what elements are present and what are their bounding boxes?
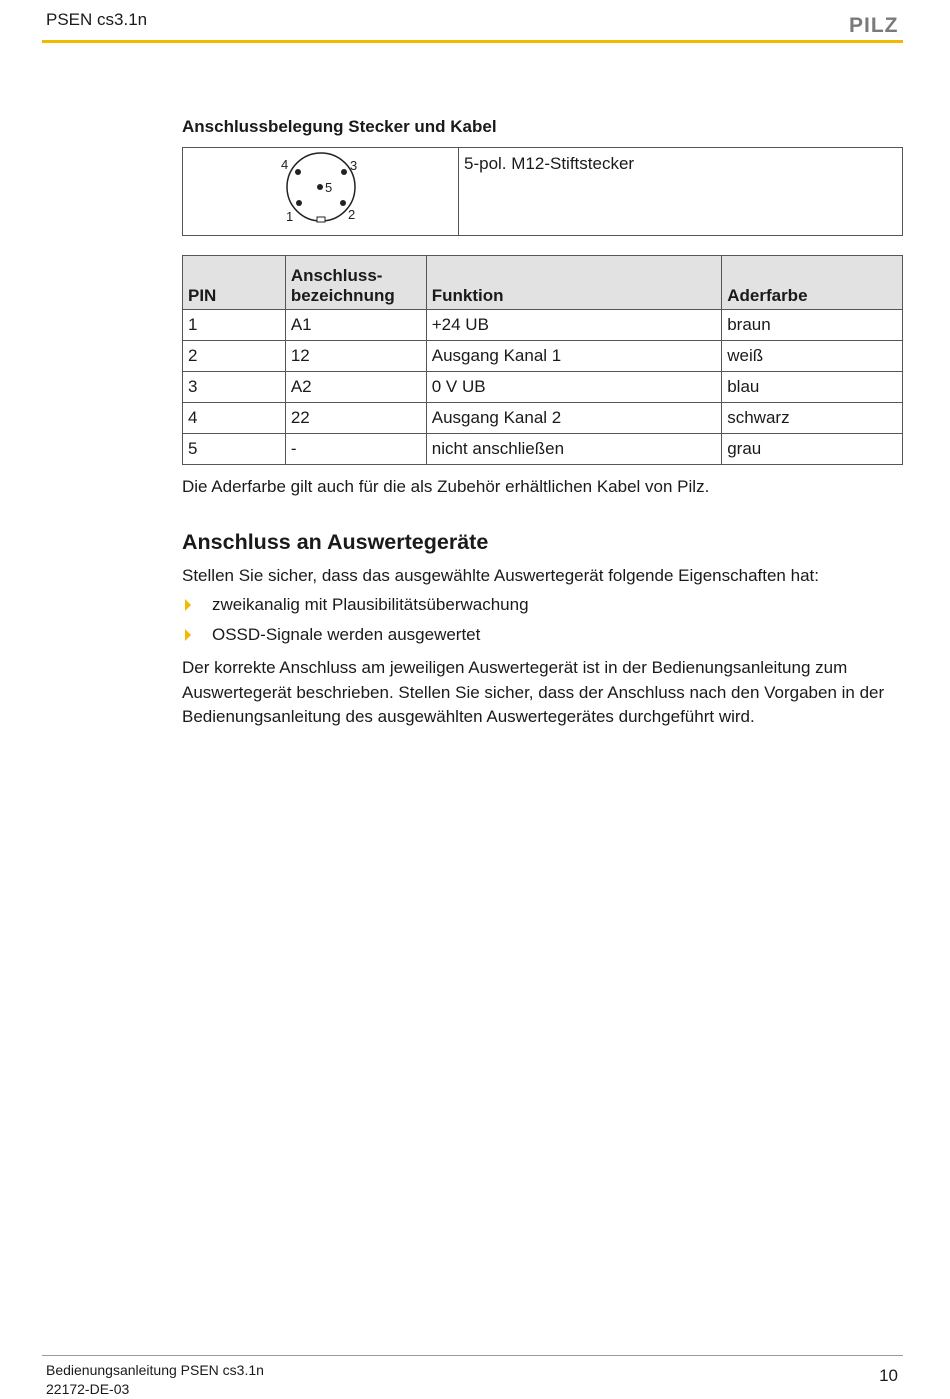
cell-function: 0 V UB: [426, 372, 721, 403]
section-subtitle: Anschlussbelegung Stecker und Kabel: [182, 117, 497, 136]
footer-doc-title: Bedienungsanleitung PSEN cs3.1n: [46, 1362, 264, 1378]
table-row: [183, 341, 903, 372]
pin-label-1: 1: [286, 209, 294, 224]
list-item: [182, 624, 529, 654]
connector-diagram: [183, 148, 459, 235]
body-paragraph: Der korrekte Anschluss am jeweiligen Auswertegerät ist in der Bedienungsanleitung zum Auswertegerät beschrieben. Stellen Sie sicher, dass der Anschluss nach den Vorgaben in der Bedienungsanleitung des ausgewählten Auswertegerätes durchgeführt wird.: [182, 658, 885, 726]
cell-pin: 1: [183, 310, 286, 341]
list-item-text: OSSD-Signale werden ausgewertet: [212, 625, 481, 644]
connector-description: 5-pol. M12-Stiftstecker: [464, 154, 635, 173]
pin-label-3: 3: [350, 158, 358, 173]
triangle-bullet-icon: [185, 629, 191, 641]
cell-pin: 4: [183, 403, 286, 434]
cell-designation: -: [285, 434, 426, 465]
page-number: 10: [879, 1366, 898, 1385]
table-row: [183, 310, 903, 341]
cell-designation: A2: [285, 372, 426, 403]
header-designation: Anschluss- bezeichnung: [285, 256, 426, 310]
cell-designation: 12: [285, 341, 426, 372]
pin-label-5: 5: [325, 180, 333, 195]
cell-function: Ausgang Kanal 1: [426, 341, 721, 372]
svg-text:PILZ: PILZ: [849, 14, 899, 36]
cell-function: Ausgang Kanal 2: [426, 403, 721, 434]
triangle-bullet-icon: [185, 599, 191, 611]
requirements-list: [182, 594, 529, 654]
footer-doc-info: [46, 1361, 264, 1399]
cell-designation: A1: [285, 310, 426, 341]
header-function: Funktion: [426, 256, 721, 310]
cell-wire-color: schwarz: [722, 403, 903, 434]
m12-pin-diagram: [183, 148, 458, 235]
list-item: [182, 594, 529, 624]
section-heading: Anschluss an Auswertegeräte: [182, 530, 489, 554]
cell-pin: 5: [183, 434, 286, 465]
header-title: PSEN cs3.1n: [46, 10, 148, 29]
cell-designation: 22: [285, 403, 426, 434]
connector-box: [182, 147, 903, 236]
header-rule: [42, 40, 903, 43]
cell-wire-color: blau: [722, 372, 903, 403]
cell-function: nicht anschließen: [426, 434, 721, 465]
pilz-logo: [849, 14, 903, 36]
cell-pin: 3: [183, 372, 286, 403]
cell-wire-color: grau: [722, 434, 903, 465]
pin-assignment-table: [182, 255, 903, 465]
cell-pin: 2: [183, 341, 286, 372]
table-row: [183, 434, 903, 465]
wire-color-note: Die Aderfarbe gilt auch für die als Zubehör erhältlichen Kabel von Pilz.: [182, 477, 710, 496]
header-wire-color: Aderfarbe: [722, 256, 903, 310]
cell-function: +24 UB: [426, 310, 721, 341]
table-header-row: [183, 256, 903, 310]
pin-label-2: 2: [348, 207, 356, 222]
cell-wire-color: weiß: [722, 341, 903, 372]
table-row: [183, 403, 903, 434]
footer-doc-number: 22172-DE-03: [46, 1381, 130, 1397]
intro-text: Stellen Sie sicher, dass das ausgewählte Auswertegerät folgende Eigenschaften hat:: [182, 566, 819, 585]
cell-wire-color: braun: [722, 310, 903, 341]
table-row: [183, 372, 903, 403]
list-item-text: zweikanalig mit Plausibilitätsüberwachung: [212, 595, 529, 614]
pin-label-4: 4: [281, 157, 289, 172]
header-pin: PIN: [183, 256, 286, 310]
footer-rule: [42, 1355, 903, 1356]
